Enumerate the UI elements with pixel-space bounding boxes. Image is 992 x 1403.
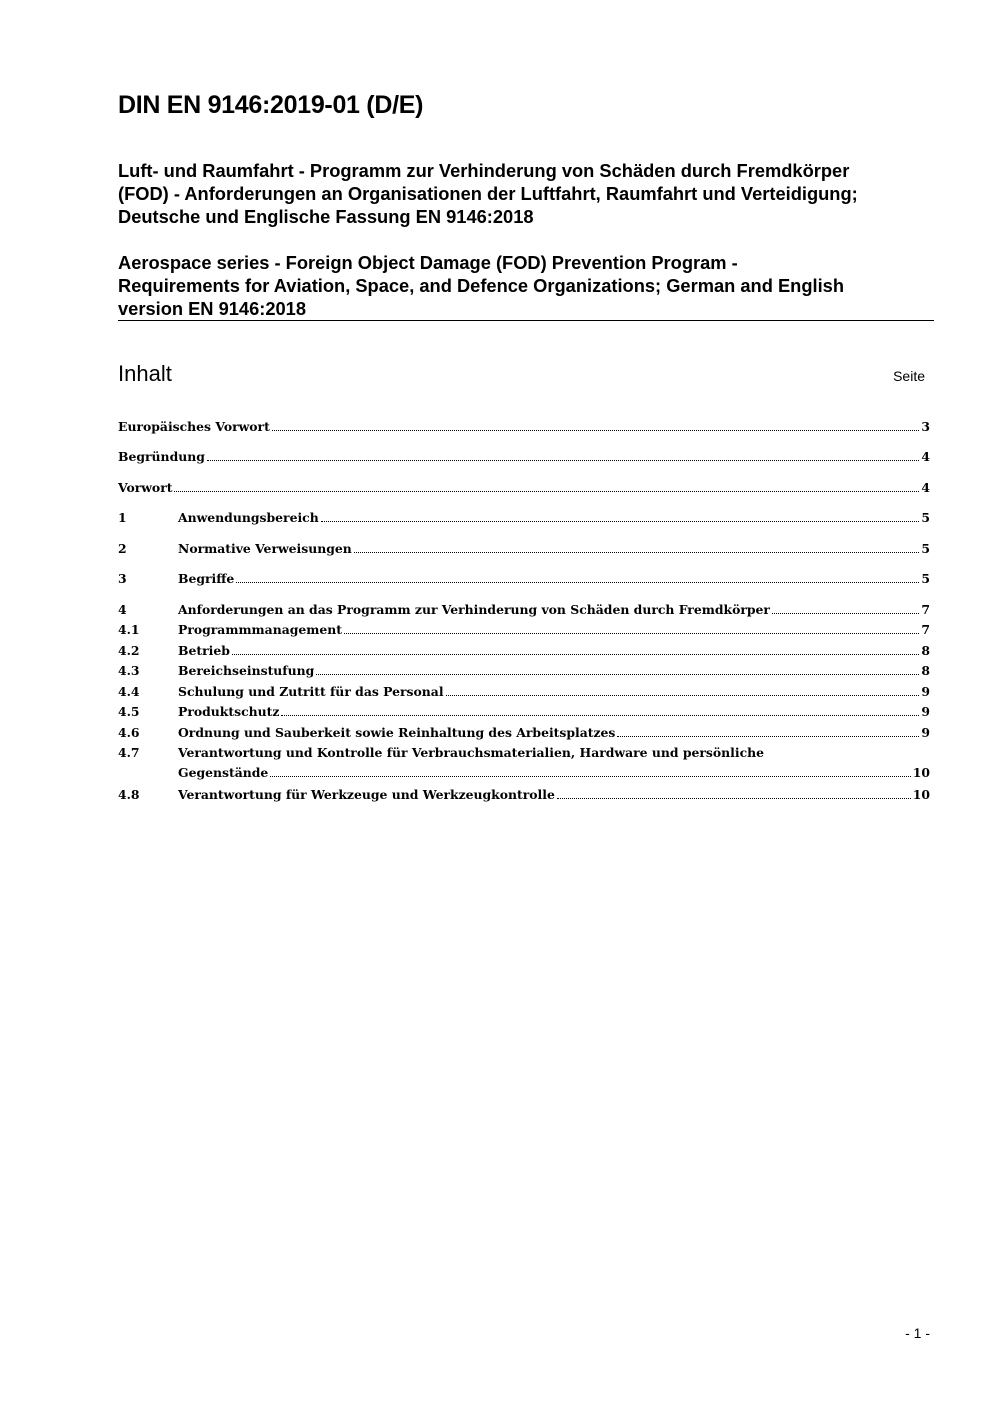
german-title-line: Deutsche und Englische Fassung EN 9146:2018 [118, 206, 534, 227]
toc-entry-page: 4 [921, 449, 930, 464]
toc-entry-number: 4.1 [118, 622, 140, 637]
toc-entry[interactable] [118, 620, 930, 640]
english-title-line: version EN 9146:2018 [118, 298, 307, 319]
toc-entry[interactable] [118, 569, 930, 589]
toc-entry-page: 5 [921, 571, 930, 586]
english-title [118, 251, 948, 320]
toc-leader-dots [446, 695, 920, 696]
toc-entry-page: 9 [921, 704, 930, 719]
toc-entry-number: 3 [118, 571, 127, 586]
toc-page-column-label: Seite [893, 368, 925, 384]
toc-entry-page: 7 [921, 602, 930, 617]
toc-entry-title: Vorwort [118, 480, 173, 495]
english-title-line: Aerospace series - Foreign Object Damage (FOD) Prevention Program - [118, 252, 738, 273]
toc-entry-title: Schulung und Zutritt für das Personal [178, 684, 444, 699]
toc-entry-page: 9 [921, 725, 930, 740]
toc-entry[interactable] [118, 539, 930, 559]
toc-leader-dots [321, 521, 920, 522]
toc-entry[interactable] [118, 702, 930, 722]
toc-entry-page: 3 [921, 419, 930, 434]
toc-entry-title: Programmmanagement [178, 622, 343, 637]
toc-leader-dots [236, 582, 919, 583]
german-title-line: Luft- und Raumfahrt - Programm zur Verhinderung von Schäden durch Fremdkörper [118, 160, 850, 181]
toc-entry-title: Bereichseinstufung [178, 663, 315, 678]
toc-entry[interactable] [118, 743, 930, 784]
toc-entry[interactable] [118, 682, 930, 702]
toc-entry-page: 9 [921, 684, 930, 699]
toc-entry-title: Ordnung und Sauberkeit sowie Reinhaltung des Arbeitsplatzes [178, 725, 616, 740]
toc-entry-title: Produktschutz [178, 704, 280, 719]
title-divider [118, 320, 934, 321]
toc-entry-title: Verantwortung und Kontrolle für Verbrauchsmaterialien, Hardware und persönliche [178, 745, 765, 760]
toc-entry-page: 8 [921, 643, 930, 658]
toc-entry-number: 4.8 [118, 787, 140, 802]
toc-entry-page: 10 [912, 787, 930, 802]
toc-leader-dots [344, 633, 919, 634]
toc-entry-title-continued: Gegenstände [178, 765, 269, 780]
toc-entry[interactable] [118, 600, 930, 620]
toc-entry-page: 5 [921, 541, 930, 556]
toc-leader-dots [270, 776, 910, 777]
toc-entry-number: 4 [118, 602, 127, 617]
toc-entry[interactable] [118, 478, 930, 498]
toc-entry[interactable] [118, 447, 930, 467]
toc-entry-title: Europäisches Vorwort [118, 419, 270, 434]
toc-entry-number: 2 [118, 541, 127, 556]
toc-leader-dots [617, 736, 919, 737]
toc-entry-number: 4.4 [118, 684, 140, 699]
toc-entry-title: Anforderungen an das Programm zur Verhinderung von Schäden durch Fremdkörper [178, 602, 770, 617]
toc-leader-dots [557, 798, 911, 799]
toc-entry-number: 4.3 [118, 663, 140, 678]
toc-leader-dots [772, 613, 919, 614]
toc-entry[interactable] [118, 641, 930, 661]
toc-entry-title: Betrieb [178, 643, 230, 658]
toc-heading: Inhalt [118, 361, 172, 386]
toc-entry-page: 7 [921, 622, 930, 637]
toc-entry-number: 4.6 [118, 725, 140, 740]
toc-leader-dots [281, 715, 919, 716]
toc-entry-page: 10 [912, 765, 930, 780]
toc-entry-number: 4.2 [118, 643, 140, 658]
german-title [118, 159, 948, 228]
english-title-line: Requirements for Aviation, Space, and Defence Organizations; German and English [118, 275, 844, 296]
toc-entry[interactable] [118, 785, 930, 805]
page-number: - 1 - [905, 1325, 930, 1341]
toc-entry-number: 4.7 [118, 745, 140, 760]
toc-entry-title: Begriffe [178, 571, 235, 586]
german-title-line: (FOD) - Anforderungen an Organisationen der Luftfahrt, Raumfahrt und Verteidigung; [118, 183, 858, 204]
toc-entry-page: 4 [921, 480, 930, 495]
toc-entry-page: 5 [921, 510, 930, 525]
toc-leader-dots [232, 654, 920, 655]
toc-leader-dots [316, 674, 919, 675]
toc-entry[interactable] [118, 723, 930, 743]
toc-entry-number: 4.5 [118, 704, 140, 719]
toc-entry[interactable] [118, 661, 930, 681]
toc-entry-title: Verantwortung für Werkzeuge und Werkzeugkontrolle [178, 787, 555, 802]
toc-entry-title: Normative Verweisungen [178, 541, 352, 556]
toc-entry-title: Anwendungsbereich [178, 510, 319, 525]
toc-entry[interactable] [118, 508, 930, 528]
toc-entry[interactable] [118, 417, 930, 437]
toc-entry-number: 1 [118, 510, 127, 525]
toc-entry-title: Begründung [118, 449, 205, 464]
toc-leader-dots [272, 430, 920, 431]
toc-entry-page: 8 [921, 663, 930, 678]
toc-leader-dots [174, 491, 919, 492]
document-title: DIN EN 9146:2019-01 (D/E) [118, 91, 424, 119]
toc-leader-dots [354, 552, 920, 553]
toc-leader-dots [207, 460, 919, 461]
